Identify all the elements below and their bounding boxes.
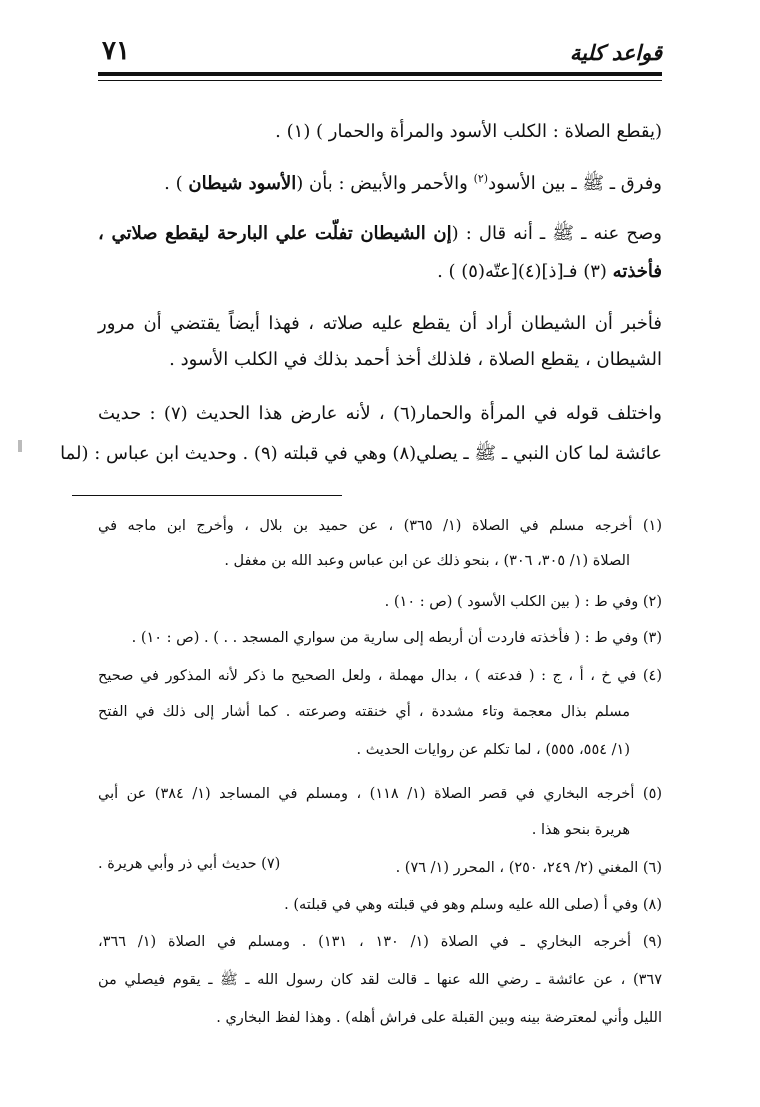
body-line-4 (437, 258, 662, 286)
footnote-9-line-3: الليل وأني لمعترضة بينه وبين القبلة على فراش أهله) . وهذا لفظ البخاري . (216, 1010, 662, 1026)
body-paragraph-3-line-2: عائشة لما كان النبي ـ ﷺ ـ يصلي(٨) وهي في قبلته (٩) . وحديث ابن عباس : (لما (60, 443, 662, 464)
body-line-2-c: ) . (164, 173, 183, 194)
body-paragraph-2-line-2: الشيطان ، يقطع الصلاة ، فلذلك أخذ أحمد بذلك في الكلب الأسود . (169, 349, 662, 370)
footnote-7: (٧) حديث أبي ذر وأبي هريرة . (98, 856, 281, 872)
footnote-4-line-2: مسلم بذال معجمة وتاء مشددة ، أي خنقته وصرعته . كما أشار إلى ذلك في الفتح (98, 704, 630, 720)
footnote-2: (٢) وفي ط : ( بين الكلب الأسود ) (ص : ١٠) . (384, 594, 662, 610)
footnote-separator (72, 495, 342, 496)
body-line-1: (يقطع الصلاة : الكلب الأسود والمرأة والحمار ) (١) . (275, 121, 662, 142)
body-line-2-a: وفرق ـ ﷺ ـ بين الأسود (488, 173, 662, 194)
footnote-5-line-2: هريرة بنحو هذا . (531, 822, 630, 838)
body-line-3-bold: إن الشيطان تفلّت علي البارحة ليقطع صلاتي ، (98, 223, 452, 244)
body-paragraph-2-line-1: فأخبر أن الشيطان أراد أن يقطع عليه صلاته ، فهذا أيضاً يقتضي أن مرور (98, 313, 662, 334)
footnote-5-line-1: (٥) أخرجه البخاري في قصر الصلاة (١/ ١١٨) ، ومسلم في المساجد (١/ ٣٨٤) عن أبي (98, 786, 663, 802)
scan-mark (18, 440, 22, 452)
footnote-ref-2: (٢) (473, 172, 489, 185)
body-line-3-a: وصح عنه ـ ﷺ ـ أنه قال : ( (451, 223, 662, 244)
running-title: قواعد كلية (569, 40, 662, 65)
footnote-9-line-2: ٣٦٧) ، عن عائشة ـ رضي الله عنها ـ قالت لقد كان رسول الله ـ ﷺ ـ يقوم فيصلي من (98, 972, 662, 988)
footnote-1-line-1: (١) أخرجه مسلم في الصلاة (١/ ٣٦٥) ، عن حميد بن بلال ، وأخرج ابن ماجه في (98, 518, 662, 534)
header-rule-thin (98, 80, 662, 81)
body-line-2-bold: الأسود شيطان (188, 173, 297, 194)
footnote-4-line-3: (١/ ٥٥٤، ٥٥٥) ، لما تكلم عن روايات الحديث . (356, 742, 630, 758)
body-line-2-b: والأحمر والأبيض : بأن ( (296, 173, 468, 194)
footnote-8: (٨) وفي أ (صلى الله عليه وسلم وهو في قبلته وهي في قبلته) . (284, 897, 662, 913)
page-number: ٧١ (102, 36, 130, 66)
body-line-2 (164, 170, 662, 198)
body-line-4-rest: (٣) فـ[ذ](٤)[عتّه(٥) ) . (437, 261, 607, 282)
footnote-3: (٣) وفي ط : ( فأخذته فاردت أن أربطه إلى سارية من سواري المسجد . . ) . (ص : ١٠) . (131, 630, 662, 646)
footnote-9-line-1: (٩) أخرجه البخاري ـ في الصلاة (١/ ١٣٠ ، ١٣١) . ومسلم في الصلاة (١/ ٣٦٦، (98, 934, 662, 950)
header-rule-thick (98, 72, 662, 76)
body-paragraph-3-line-1: واختلف قوله في المرأة والحمار(٦) ، لأنه عارض هذا الحديث (٧) : حديث (98, 403, 662, 424)
page-header (98, 36, 662, 72)
body-line-4-bold: فأخذته (612, 261, 662, 282)
body-line-3 (98, 220, 662, 248)
footnote-6: (٦) المغني (٢/ ٢٤٩، ٢٥٠) ، المحرر (١/ ٧٦) . (395, 860, 662, 876)
footnote-1-line-2: الصلاة (١/ ٣٠٥، ٣٠٦) ، بنحو ذلك عن ابن عباس وعبد الله بن مغفل . (224, 553, 630, 569)
footnote-4-line-1: (٤) في خ ، أ ، ج : ( فدعته ) ، بدال مهملة ، ولعل الصحيح ما ذكر لأنه المذكور في صحيح (98, 668, 662, 684)
